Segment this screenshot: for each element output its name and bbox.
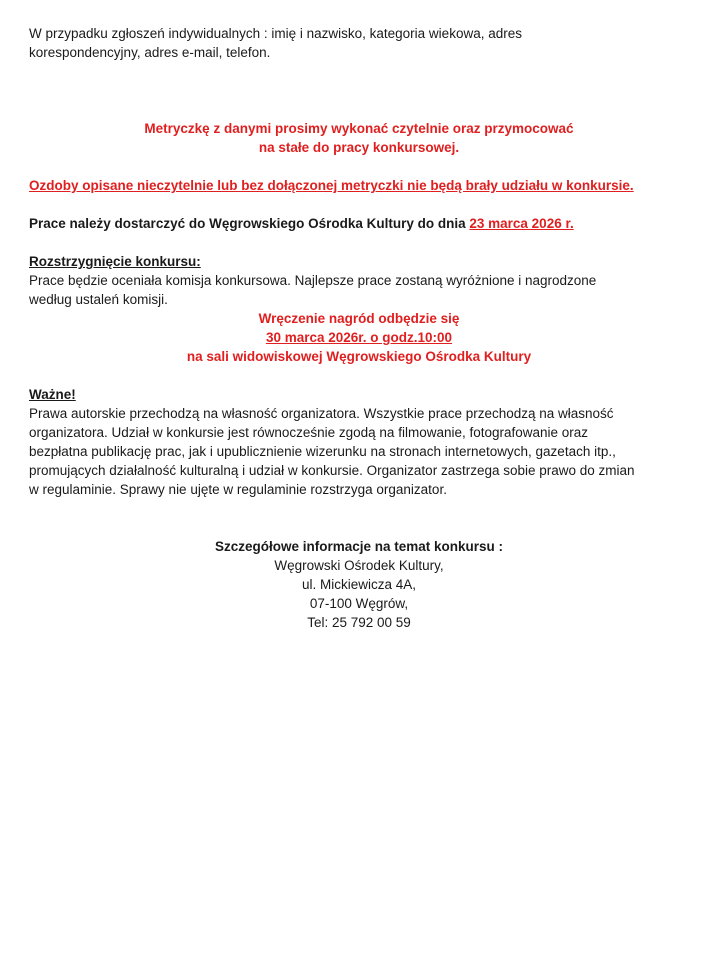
important-heading: Ważne! bbox=[29, 387, 76, 402]
metryczka-line-2: na stałe do pracy konkursowej. bbox=[258, 140, 460, 155]
contact-heading: Szczegółowe informacje na temat konkursu : bbox=[214, 539, 504, 554]
contact-section bbox=[29, 537, 689, 632]
important-line-2: organizatora. Udział w konkursie jest równocześnie zgodą na filmowanie, fotografowanie oraz bbox=[29, 425, 589, 440]
intro-line-1: W przypadku zgłoszeń indywidualnych : imię i nazwisko, kategoria wiekowa, adres bbox=[29, 26, 522, 41]
important-line-5: w regulaminie. Sprawy nie ujęte w regulaminie rozstrzyga organizator. bbox=[29, 482, 447, 497]
award-place: na sali widowiskowej Węgrowskiego Ośrodka Kultury bbox=[186, 349, 532, 364]
resolution-line-1: Prace będzie oceniała komisja konkursowa. Najlepsze prace zostaną wyróżnione i nagrodzone bbox=[29, 273, 597, 288]
document-page bbox=[29, 24, 689, 632]
contact-street: ul. Mickiewicza 4A, bbox=[301, 577, 417, 592]
metryczka-section bbox=[29, 119, 689, 157]
contact-org: Węgrowski Ośrodek Kultury, bbox=[274, 558, 444, 573]
important-section bbox=[29, 385, 689, 499]
important-line-1: Prawa autorskie przechodzą na własność organizatora. Wszystkie prace przechodzą na własność bbox=[29, 406, 614, 421]
deadline-date: 23 marca 2026 r. bbox=[469, 216, 574, 231]
resolution-section bbox=[29, 252, 689, 366]
important-line-3: bezpłatna publikację prac, jak i upublicznienie wizerunku na stronach internetowych, gazetach itp., bbox=[29, 444, 616, 459]
deadline-text bbox=[29, 214, 689, 233]
deadline-label: Prace należy dostarczyć do Węgrowskiego Ośrodka Kultury do dnia bbox=[29, 216, 470, 231]
resolution-heading: Rozstrzygnięcie konkursu: bbox=[29, 254, 201, 269]
important-line-4: promujących działalność kulturalną i udział w konkursie. Organizator zastrzega sobie prawo do zmian bbox=[29, 463, 635, 478]
intro-section bbox=[29, 24, 689, 62]
metryczka-line-1: Metryczkę z danymi prosimy wykonać czytelnie oraz przymocować bbox=[144, 121, 574, 136]
contact-phone: Tel: 25 792 00 59 bbox=[307, 615, 411, 630]
award-line-1: Wręczenie nagród odbędzie się bbox=[258, 311, 460, 326]
resolution-line-2: według ustaleń komisji. bbox=[29, 292, 168, 307]
award-date: 30 marca 2026r. o godz.10:00 bbox=[265, 330, 453, 345]
intro-line-2: korespondencyjny, adres e-mail, telefon. bbox=[29, 45, 271, 60]
warning-text: Ozdoby opisane nieczytelnie lub bez dołączonej metryczki nie będą brały udziału w konkursie. bbox=[29, 178, 634, 193]
contact-city: 07-100 Węgrów, bbox=[309, 596, 409, 611]
